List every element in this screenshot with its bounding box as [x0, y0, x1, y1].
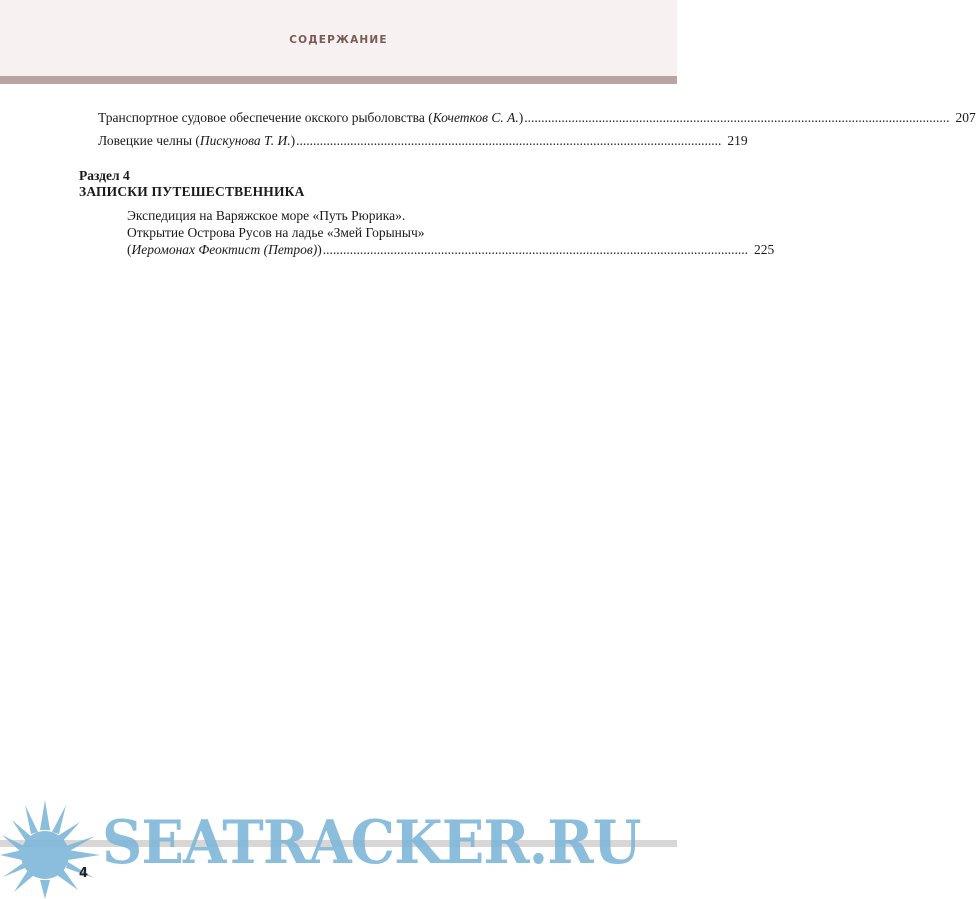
page-title: СОДЕРЖАНИЕ — [289, 34, 388, 46]
header-divider — [0, 76, 677, 84]
toc-entry — [98, 110, 976, 126]
toc-entry-author: Пискунова Т. И. — [199, 133, 291, 148]
toc-entry-page: 225 — [754, 242, 775, 257]
toc-entry-text: Транспортное судовое обеспечение окского рыболовства (Кочетков С. А.) — [98, 110, 524, 125]
dot-leader: .............................................................................................................................. — [524, 110, 950, 125]
toc-entry-line: Экспедиция на Варяжское море «Путь Рюрика». — [127, 208, 406, 223]
toc-entry-author: Иеромонах Феоктист (Петров) — [131, 242, 318, 257]
toc-entry — [127, 242, 775, 258]
watermark-text: SEATRACKER.RU — [102, 808, 641, 878]
section-title: ЗАПИСКИ ПУТЕШЕСТВЕННИКА — [79, 184, 305, 199]
section-label: Раздел 4 — [79, 168, 130, 183]
dot-leader: .............................................................................................................................. — [296, 133, 722, 148]
sun-burst-icon — [0, 800, 110, 899]
toc-entry-page: 207 — [955, 110, 976, 125]
toc-entry-author: Кочетков С. А. — [432, 110, 519, 125]
dot-leader: .............................................................................................................................. — [322, 242, 748, 257]
toc-entry-line: Открытие Острова Русов на ладье «Змей Горыныч» — [127, 225, 425, 240]
toc-entry — [98, 133, 748, 149]
page-number: 4 — [79, 866, 89, 881]
toc-entry-text: Ловецкие челны (Пискунова Т. И.) — [98, 133, 296, 148]
toc-entry-page: 219 — [727, 133, 748, 148]
toc-entry-text: (Иеромонах Феоктист (Петров)) — [127, 242, 322, 257]
